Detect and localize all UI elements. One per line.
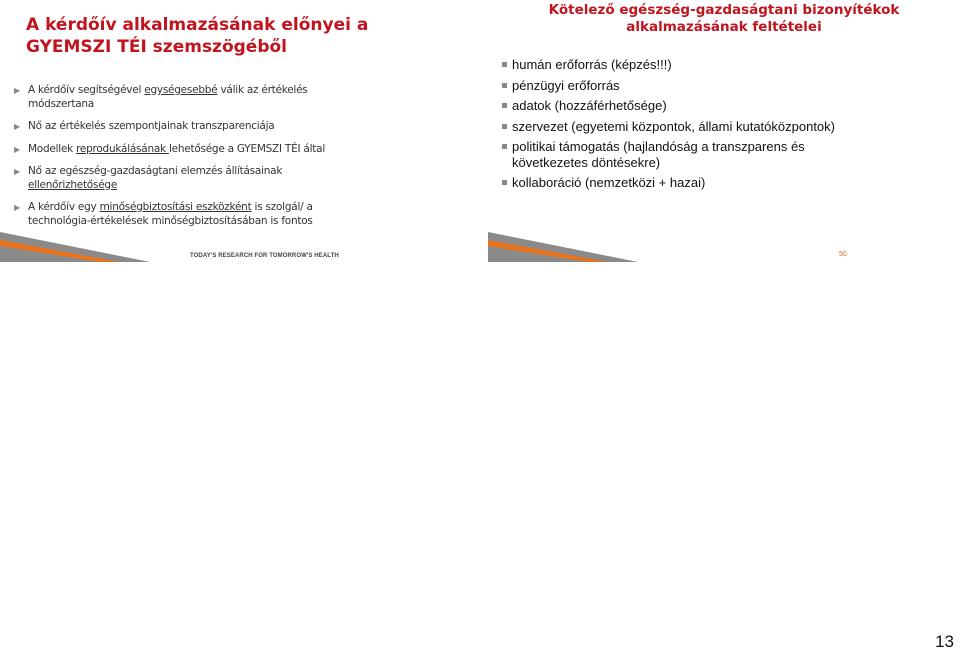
bullet-item [14,84,328,111]
bullet-underlined-text: minőségbiztosítási eszközként [99,201,252,213]
bullet-text: Nő az értékelés szempontjainak transzparenciája [28,120,275,132]
square-bullet-icon [502,124,507,129]
square-bullet-icon [502,180,507,185]
slide-right-title [488,2,960,35]
bullet-item [502,78,842,94]
slide-left [0,0,472,262]
bullet-text: politikai támogatás (hajlandóság a transzparens és következetes döntésekre) [512,139,805,170]
bullet-item [14,120,328,134]
slide-left-bullet-list [14,84,328,237]
bullet-text: is szolgál/ a technológia-értékelések minőségbiztosításában is fontos [28,201,313,227]
document-page-number: 13 [935,632,954,651]
bullet-item [502,119,842,135]
bullet-item [14,201,328,228]
bullet-text: humán erőforrás (képzés!!!) [512,57,672,72]
slide-left-title [26,14,446,58]
bullet-underlined-text: reprodukálásának [76,142,169,155]
arrow-bullet-icon: ▶ [14,86,20,95]
bullet-text: A kérdőív segítségével [28,84,145,96]
bullet-item [14,142,328,157]
square-bullet-icon [502,83,507,88]
arrow-bullet-icon: ▶ [14,203,20,212]
arrow-bullet-icon: ▶ [14,144,20,154]
bullet-text: kollaboráció (nemzetközi + hazai) [512,175,706,190]
bullet-underlined-text: egységesebbé [144,84,218,96]
arrow-bullet-icon: ▶ [14,167,20,176]
bullet-text: válik az értékelés módszertana [28,84,308,110]
bullet-item [502,139,842,170]
bullet-text: lehetősége a GYEMSZI TÉI által [168,142,325,155]
title-line-1: A kérdőív alkalmazásának előnyei a [26,15,369,35]
slide-left-footer: TODAY'S RESEARCH FOR TOMORROW'S HEALTH [190,253,339,259]
square-bullet-icon [502,103,507,108]
bullet-item [502,98,842,114]
bullet-item [502,175,842,191]
bullet-text: adatok (hozzáférhetősége) [512,98,667,113]
bullet-text: A kérdőív egy [28,201,100,213]
slide-right [488,0,960,262]
bullet-underlined-text: ellenőrizhetősége [28,178,118,191]
slide-page-number: 50 [839,251,847,258]
title-line-2: alkalmazásának feltételei [626,18,822,35]
square-bullet-icon [502,62,507,67]
title-line-1: Kötelező egészség-gazdaságtani bizonyítékok [548,2,900,18]
bullet-item [14,165,328,192]
square-bullet-icon [502,144,507,149]
bullet-text: szervezet (egyetemi központok, állami kutatóközpontok) [512,118,835,134]
bullet-text: pénzügyi erőforrás [512,77,620,93]
bullet-text: Nő az egészség-gazdaságtani elemzés állításainak [28,165,283,177]
slide-right-bullet-list [502,57,842,196]
bullet-text: Modellek [28,142,77,155]
corner-swoosh-graphic [488,232,960,262]
arrow-bullet-icon: ▶ [14,122,20,131]
bullet-item [502,57,842,73]
title-line-2: GYEMSZI TÉI szemszögéből [26,37,288,57]
